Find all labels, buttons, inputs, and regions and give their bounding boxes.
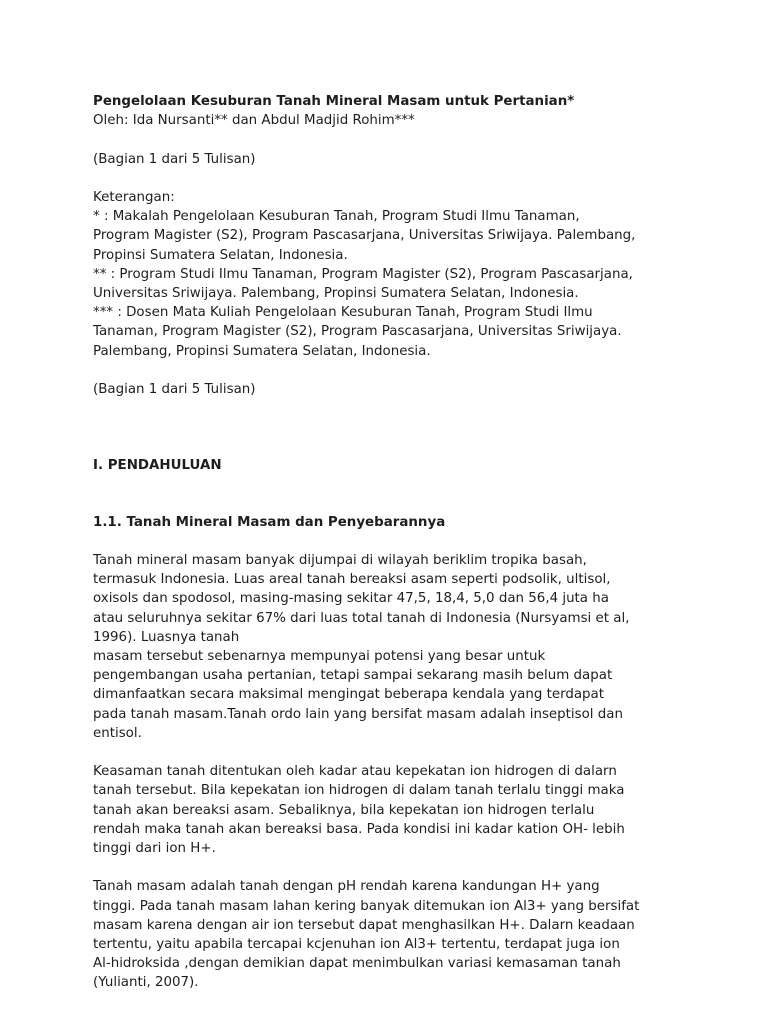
paragraph-line: atau seluruhnya sekitar 67% dari luas total tanah di Indonesia (Nursyamsi et al, — [93, 610, 630, 626]
paragraph-line: masam karena dengan air ion tersebut dapat menghasilkan H+. Dalarn keadaan — [93, 917, 635, 933]
paragraph-line: entisol. — [93, 725, 142, 741]
paragraph-line: tinggi. Pada tanah masam lahan kering banyak ditemukan ion Al3+ yang bersifat — [93, 898, 640, 914]
spacer — [93, 743, 663, 762]
paragraph-line: Tanah masam adalah tanah dengan pH rendah karena kandungan H+ yang — [93, 879, 600, 895]
paragraph-line: Al-hidroksida ,dengan demikian dapat menimbulkan variasi kemasaman tanah — [93, 956, 621, 972]
paragraph-2 — [93, 762, 663, 858]
paragraph-line: tinggi dari ion H+. — [93, 841, 216, 857]
paragraph-line: tanah tersebut. Bila kepekatan ion hidrogen di dalam tanah terlalu tinggi maka — [93, 783, 625, 799]
document-page — [93, 92, 663, 993]
paragraph-line: (Yulianti, 2007). — [93, 975, 199, 991]
series-note-bottom: (Bagian 1 dari 5 Tulisan) — [93, 382, 256, 397]
series-note-top: (Bagian 1 dari 5 Tulisan) — [93, 151, 256, 167]
spacer — [93, 532, 663, 551]
note-line: * : Makalah Pengelolaan Kesuburan Tanah, Program Studi Ilmu Tanaman, — [93, 209, 580, 225]
paragraph-line: termasuk Indonesia. Luas areal tanah bereaksi asam seperti podsolik, ultisol, — [93, 572, 611, 588]
note-line: Propinsi Sumatera Selatan, Indonesia. — [93, 247, 348, 263]
paragraph-line: tertentu, yaitu apabila tercapai kcjenuhan ion Al3+ tertentu, terdapat juga ion — [93, 937, 620, 953]
note-line: Tanaman, Program Magister (S2), Program Pascasarjana, Universitas Sriwijaya. — [93, 324, 622, 340]
paragraph-line: dimanfaatkan secara maksimal mengingat beberapa kendala yang terdapat — [93, 687, 605, 703]
subsection-heading: 1.1. Tanah Mineral Masam dan Penyebarannya — [93, 514, 446, 530]
spacer — [93, 437, 663, 456]
note-line: Palembang, Propinsi Sumatera Selatan, Indonesia. — [93, 343, 431, 359]
paragraph-line: pada tanah masam.Tanah ordo lain yang bersifat masam adalah inseptisol dan — [93, 706, 623, 722]
note-line: Program Magister (S2), Program Pascasarjana, Universitas Sriwijaya. Palembang, — [93, 228, 636, 244]
paragraph-3 — [93, 877, 663, 992]
paragraph-line: rendah maka tanah akan bereaksi basa. Pada kondisi ini kadar kation OH- lebih — [93, 821, 625, 837]
spacer — [93, 130, 663, 149]
paragraph-line: oxisols dan spodosol, masing-masing sekitar 47,5, 18,4, 5,0 dan 56,4 juta ha — [93, 591, 609, 607]
note-line: ** : Program Studi Ilmu Tanaman, Program Magister (S2), Program Pascasarjana, — [93, 266, 633, 282]
paragraph-line: pengembangan usaha pertanian, tetapi sampai sekarang masih belum dapat — [93, 668, 613, 684]
note-line: Universitas Sriwijaya. Palembang, Propinsi Sumatera Selatan, Indonesia. — [93, 286, 579, 301]
section-heading: I. PENDAHULUAN — [93, 458, 222, 474]
paragraph-line: Tanah mineral masam banyak dijumpai di wilayah beriklim tropika basah, — [93, 552, 587, 568]
notes-label: Keterangan: — [93, 189, 175, 205]
paragraph-line: Keasaman tanah ditentukan oleh kadar atau kepekatan ion hidrogen di dalarn — [93, 764, 617, 780]
paragraph-line: 1996). Luasnya tanah — [93, 629, 240, 645]
paragraph-line: tanah akan bereaksi asam. Sebaliknya, bila kepekatan ion hidrogen terlalu — [93, 802, 595, 818]
document-authors: Oleh: Ida Nursanti** dan Abdul Madjid Rohim*** — [93, 113, 415, 129]
note-line: *** : Dosen Mata Kuliah Pengelolaan Kesuburan Tanah, Program Studi Ilmu — [93, 305, 593, 321]
document-title: Pengelolaan Kesuburan Tanah Mineral Masam untuk Pertanian* — [93, 94, 575, 109]
paragraph-1 — [93, 551, 663, 743]
paragraph-line: masam tersebut sebenarnya mempunyai potensi yang besar untuk — [93, 649, 546, 664]
spacer — [93, 169, 663, 188]
spacer — [93, 858, 663, 877]
spacer — [93, 361, 663, 380]
